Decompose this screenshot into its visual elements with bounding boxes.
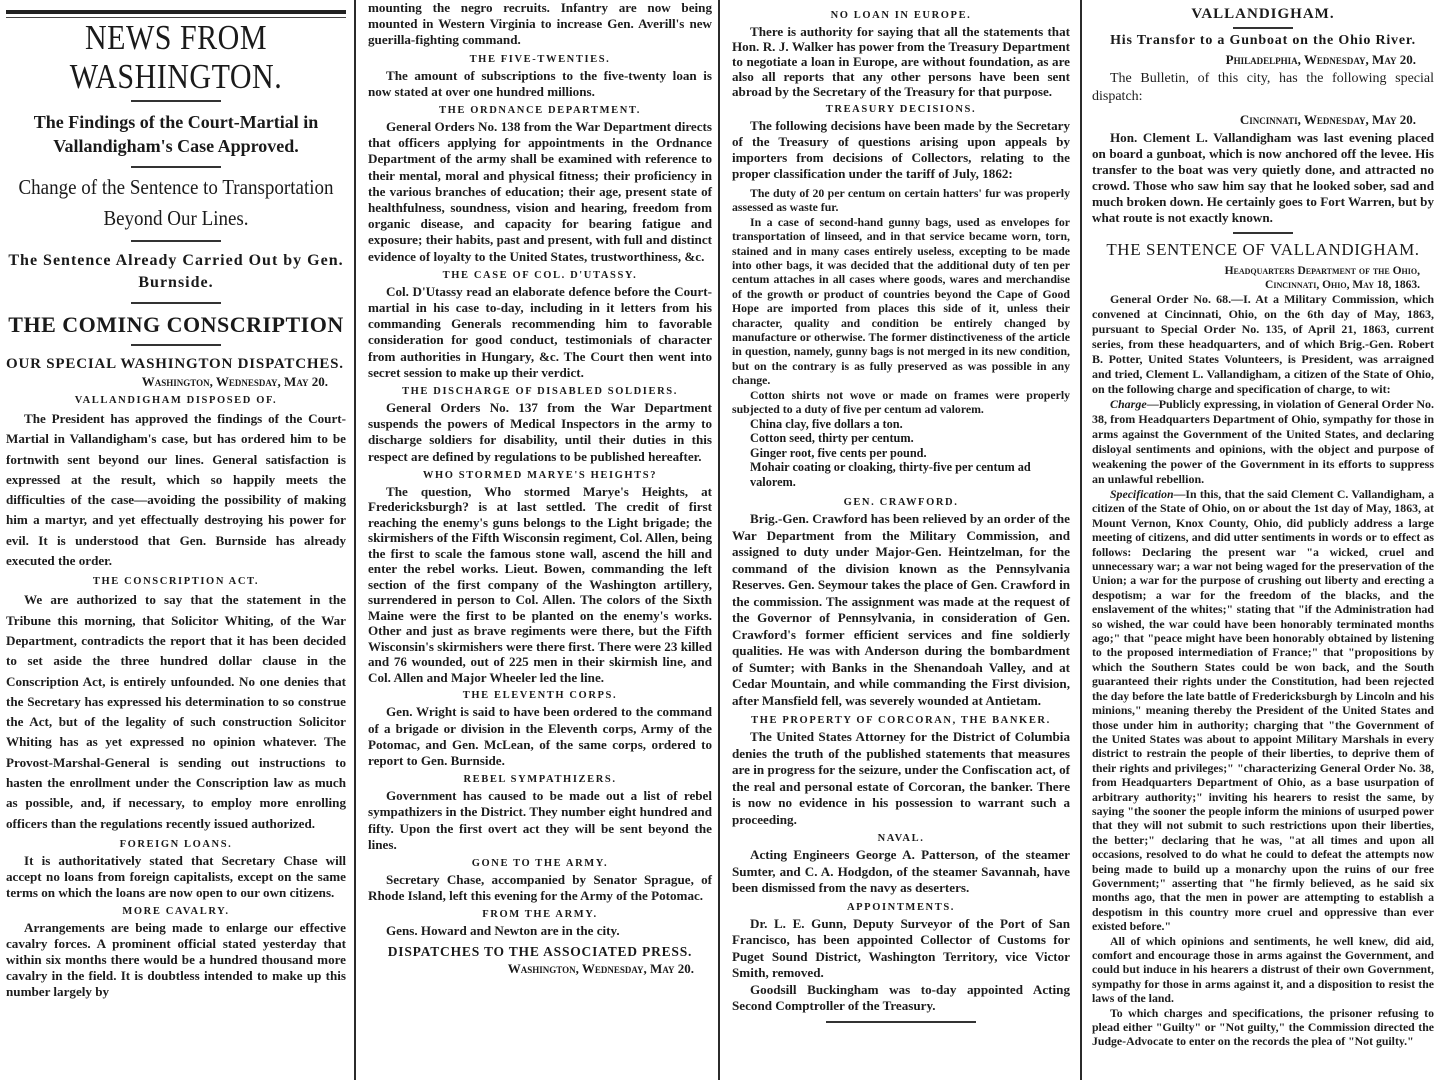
article-paragraph: The United States Attorney for the District of Columbia denies the truth of the published statements that measures are in progress for the seizure, under the Confiscation act, of the real and personal estate of Corcoran, the banker. There is now no evidence in his possession to warrant such a proceeding.	[732, 729, 1070, 827]
section-title: NO LOAN IN EUROPE.	[830, 10, 972, 21]
deck-1: The Findings of the Court-Martial in Vallandigham's Case Approved.	[33, 112, 319, 156]
article-paragraph: Government has caused to be made out a list of rebel sympathizers in the District. They number eight hundred and fifty. Upon the first overt act they will be sent beyond the lines.	[368, 788, 712, 852]
article-paragraph: Hon. Clement L. Vallandigham was last evening placed on board a gunboat, which is now anchored off the levee. His transfer to the boat was very quietly done, and attracted no crowd. Those who saw him say that he looked sober, sad and much broken down. He certainly goes to Fort Warren, but by what route is not exactly known.	[1092, 130, 1434, 225]
specification-paragraph	[1092, 487, 1434, 934]
headline-rule	[131, 100, 221, 102]
column-divider	[354, 0, 356, 1080]
article-paragraph: Gens. Howard and Newton are in the city.	[386, 923, 620, 939]
treasury-decision: Cotton shirts not wove or made on frames were properly subjected to a duty of five per centum ad valorem.	[732, 387, 1070, 417]
section-title: TREASURY DECISIONS.	[825, 104, 977, 115]
top-rule	[6, 10, 346, 14]
article-paragraph: The amount of subscriptions to the five-twenty loan is now stated at over one hundred millions.	[368, 67, 712, 99]
tariff-item: Mohair coating or cloaking, thirty-five per centum ad valorem.	[750, 460, 1031, 489]
hq-line: Cincinnati, Ohio, May 18, 1863.	[1265, 279, 1420, 291]
deck-2: Change of the Sentence to Transportation Beyond Our Lines.	[18, 176, 334, 231]
article-paragraph: Goodsill Buckingham was to-day appointed Acting Second Comptroller of the Treasury.	[732, 981, 1070, 1013]
section-title: THE DISCHARGE OF DISABLED SOLDIERS.	[402, 386, 678, 398]
article-paragraph: Acting Engineers George A. Patterson, of the steamer Sumter, and C. A. Hodgdon, of the steamer Savannah, have been dismissed from the navy as deserters.	[732, 847, 1070, 895]
specification-text: —In this, that the said Clement C. Vallandigham, a citizen of the State of Ohio, on or about the 1st day of May, 1863, at Mount Vernon, Knox County, Ohio, did publicly address a large meeting of citizens, and did utter sentiments in words or to effect as follows: Declaring the present war "a wicked, cruel and unnecessary war; a war not being waged for the preservation of the Union; a war for the purpose of crushing out liberty and erecting a despotism; a war for the freedom of the blacks, and the enslavement of the whites;" stating that "if the Administration had so wished, the war could have been honorably terminated months ago;" that "peace might have been honorably obtained by listening to the proposed intermediation of France;" that "propositions by which the Southern States could be won back, and the South guaranteed their rights under the Constitution, had been rejected the day before the late battle of Fredericksburgh by Lincoln and his minions," meaning thereby the President of the United States and those under him in authority; charging that "the Government of the United States was about to appoint Military Marshals in every district to restrain the people of their liberties, to deprive them of their rights and privileges;" "characterizing General Order No. 38, from Headquarters Department of Ohio, as a base usurpation of arbitrary authority;" inviting his hearers to resist the same, by saying "the sooner the people inform the minions of usurped power that they will not submit to such restrictions upon their liberties, the better;" declaring that he was, "at all times and upon all occasions, resolved to do what he could to defeat the attempts now being made to build up a monarchy upon the ruins of our free Government;" asserting that "he firmly believed, as he said six months ago, that the men in power are attempting to establish a despotism in this country more cruel and oppressive than ever existed before."	[1092, 487, 1434, 934]
treasury-decision: The duty of 20 per centum on certain hatters' fur was properly assessed as waste fur.	[732, 186, 1070, 215]
article-paragraph: The following decisions have been made by the Secretary of the Treasury of questions arising upon appeals by importers from decisions of Collectors, relating to the proper classification under the tariff of July, 1862:	[732, 118, 1070, 181]
column-3	[722, 0, 1078, 1080]
section-title: THE ORDNANCE DEPARTMENT.	[439, 105, 641, 117]
tariff-item: Ginger root, five cents per pound.	[750, 445, 927, 460]
deck-rule	[131, 344, 221, 346]
article-paragraph: Col. D'Utassy read an elaborate defence before the Court-martial in his case to-day, including in it letters from his commanding Generals recommending him to favorable consideration for good conduct, testimonials of character from authorities in Hungary, &c. The Court then went into secret session to make up their verdict.	[368, 283, 712, 380]
end-rule	[826, 1021, 976, 1023]
deck-rule	[131, 240, 221, 242]
article-paragraph: Dr. L. E. Gunn, Deputy Surveyor of the Port of San Francisco, has been appointed Collector of Customs for Puget Sound District, Washington Territory, vice Victor Smith, removed.	[732, 915, 1070, 980]
dispatch-heading: OUR SPECIAL WASHINGTON DISPATCHES.	[6, 356, 344, 372]
article-paragraph: General Orders No. 138 from the War Department directs that officers applying for appointments in the Ordnance Department of the army shall be examined with reference to their mental, moral and physical fitness; their proficiency in the various branches of education; their age, present state of healthfulness, soundness, vision and hearing, freedom from organic disease, and capacity for bearing fatigue and exposure; their habits, past and present, with full and distinct evidence of loyalty to the United States, trustworthiness, &c.	[368, 119, 712, 264]
main-headline: NEWS FROM WASHINGTON.	[69, 18, 283, 96]
tariff-item: Cotton seed, thirty per centum.	[750, 431, 914, 445]
column-divider	[1080, 0, 1082, 1080]
section-title: THE PROPERTY OF CORCORAN, THE BANKER.	[751, 715, 1051, 726]
deck-rule	[131, 302, 221, 304]
article-subtitle: His Transfor to a Gunboat on the Ohio River.	[1110, 33, 1416, 48]
section-title: THE ELEVENTH CORPS.	[462, 690, 618, 702]
dateline: Cincinnati, Wednesday, May 20.	[1239, 112, 1416, 127]
article-paragraph: Brig.-Gen. Crawford has been relieved by an order of the War Department from the Military Commission, and assigned to duty under Major-Gen. Heintzelman, for the command of the division known as the Pennsylvania Reserves. Gen. Seymour takes the place of Gen. Crawford in the commission. The assignment was made at the request of the Governor of Pennsylvania, in consideration of Gen. Crawford's former efficient services and fine soldierly qualities. He was with Anderson during the bombardment of Sumter; with Banks in the Shenandoah Valley, and at Cedar Mountain, and while commanding the First division, after Mansfield fell, was severely wounded at Antietam.	[732, 511, 1070, 708]
dateline: Washington, Wednesday, May 20.	[507, 960, 694, 976]
top-rule-thin	[6, 17, 346, 18]
section-title: VALLANDIGHAM DISPOSED OF.	[74, 395, 278, 406]
article-paragraph: It is authoritatively stated that Secretary Chase will accept no loans from foreign capitalists, except on the same terms on which the loans are now open to our own citizens.	[6, 852, 346, 900]
charge-paragraph	[1092, 397, 1434, 487]
section-title: THE CONSCRIPTION ACT.	[92, 576, 260, 588]
title-rule	[1233, 27, 1293, 29]
dateline: Philadelphia, Wednesday, May 20.	[1225, 52, 1416, 67]
article-paragraph: The President has approved the findings of the Court-Martial in Vallandigham's case, but has ordered him to be fortnwith sent beyond our lines. General satisfaction is expressed at the result, which so happily meets the difficulties of the case—avoiding the possibility of making him a martyr, and yet effectually destroying his power for evil. It is understood that Gen. Burnside has already executed the order.	[6, 411, 346, 569]
section-title: APPOINTMENTS.	[846, 901, 955, 913]
article-paragraph: To which charges and specifications, the prisoner refusing to plead either "Guilty" or "Not guilty," the Commission directed the Judge-Advocate to enter on the records the plea of "Not guilty."	[1092, 1005, 1434, 1049]
dispatch-heading: DISPATCHES TO THE ASSOCIATED PRESS.	[387, 943, 693, 959]
specification-label: Specification	[1110, 487, 1174, 501]
column-divider	[718, 0, 720, 1080]
section-title: WHO STORMED MARYE'S HEIGHTS?	[422, 469, 658, 481]
article-paragraph: The Bulletin, of this city, has the following special dispatch:	[1092, 71, 1434, 104]
deck-rule	[131, 166, 221, 168]
section-title: REBEL SYMPATHIZERS.	[463, 774, 617, 786]
column-2	[358, 0, 718, 1080]
article-paragraph: Secretary Chase, accompanied by Senator Sprague, of Rhode Island, left this evening for the Army of the Potomac.	[368, 872, 712, 904]
section-title: GONE TO THE ARMY.	[471, 858, 609, 869]
article-paragraph: mounting the negro recruits. Infantry are now being mounted in Western Virginia to increase Gen. Averill's new guerilla-fighting command.	[368, 0, 712, 48]
deck-4: THE COMING CONSCRIPTION	[8, 312, 344, 337]
section-title: THE FIVE-TWENTIES.	[469, 53, 611, 65]
article-paragraph: We are authorized to say that the statement in the Tribune this morning, that Solicitor Whiting, of the War Department, contradicts the report that it has been decided to set aside the three hundred dollar clause in the Conscription Act, is entirely unfounded. No one denies that the Secretary has expressed his determination to so construe the Act, but of the legality of such construction Solicitor Whiting has as yet expressed no opinion whatever. The Provost-Marshal-General is sending out instructions to hasten the enrollment under the Conscription law as much as possible, and, if necessary, to employ more enrolling officers than the regulations recently issued authorized.	[6, 592, 346, 831]
charge-label: Charge	[1110, 397, 1147, 411]
section-title: NAVAL.	[877, 833, 925, 844]
article-paragraph: There is authority for saying that all the statements that Hon. R. J. Walker has power from the Treasury Department to negotiate a loan in Europe, are without foundation, as are also all reports that any other persons have been sent abroad by the Secretary of the Treasury for that purpose.	[732, 24, 1070, 99]
section-heading: THE SENTENCE OF VALLANDIGHAM.	[1106, 240, 1420, 259]
section-title: GEN. CRAWFORD.	[843, 497, 959, 508]
treasury-decision: In a case of second-hand gunny bags, used as envelopes for transportation of linseed, and in that service became worn, torn, stained and in many cases entirely useless, excepting to be made into other bags, it was decided that the additional duty of ten per centum attaches in all cases where goods, wares and merchandise of the growth or product of countries beyond the Cape of Good Hope are imported from places this side of it, unless their character, quality and condition be entirely changed by manufacture or otherwise. The former distinctiveness of the article in question, namely, gunny bags is not merged in its new condition, but on the contrary is as fully preserved as was possible in any change.	[732, 214, 1070, 388]
article-title: VALLANDIGHAM.	[1191, 6, 1335, 22]
section-title: FOREIGN LOANS.	[119, 838, 233, 850]
section-title: FROM THE ARMY.	[482, 909, 598, 921]
section-title: THE CASE OF COL. D'UTASSY.	[442, 269, 638, 281]
article-paragraph: General Orders No. 137 from the War Department suspends the powers of Medical Inspectors in the army to discharge soldiers for disability, until their duties in this respect are defined by regulations to be published hereafter.	[368, 400, 712, 464]
article-paragraph: The question, Who stormed Marye's Heights, at Fredericksburgh? is at last settled. The credit of first reaching the enemy's guns belongs to the Light brigade; the skirmishers of the Fifth Wisconsin regiment, Col. Allen, being the first to scale the famous stone wall, ascend the hill and enter the rebel works. Lieut. Bowen, commanding the left section of the first company of the Washington artillery, surrendered in person to Col. Allen. The colors of the Sixth Maine were the first to be planted on the enemy's works. Other and just as brave regiments were there, but the Fifth Wisconsin's skirmishers were there first. There were 23 killed and 76 wounded, out of 225 men in their skirmish line, and Col. Allen and Major Wheeler led the line.	[368, 483, 712, 685]
article-paragraph: General Order No. 68.—I. At a Military Commission, which convened at Cincinnati, Ohio, on the 6th day of May, 1863, pursuant to Special Order No. 135, of April 21, 1863, current series, from these headquarters, and of which Brig.-Gen. Robert B. Potter, United States Volunteers, is President, was arraigned and tried, Clement L. Vallandigham, a citizen of the State of Ohio, on the following charge and specification of charge, to wit:	[1092, 292, 1434, 396]
section-title: MORE CAVALRY.	[122, 905, 230, 917]
article-paragraph: All of which opinions and sentiments, he well knew, did aid, comfort and encourage those in arms against the Government, and could but induce in his hearers a distrust of their own Government, sympathy for those in arms against it, and a disposition to resist the laws of the land.	[1092, 933, 1434, 1006]
tariff-item: China clay, five dollars a ton.	[750, 416, 903, 431]
dateline: Washington, Wednesday, May 20.	[141, 374, 328, 389]
charge-text: —Publicly expressing, in violation of General Order No. 38, from Headquarters Department of Ohio, sympathy for those in arms against the Government of the United States, and declaring disloyal sentiments and opinions, with the object and purpose of weakening the power of the Government in its efforts to suppress an unlawful rebellion.	[1092, 397, 1434, 486]
section-rule	[1233, 232, 1293, 234]
column-1	[0, 0, 352, 1080]
column-4	[1084, 0, 1440, 1080]
article-paragraph: Gen. Wright is said to have been ordered to the command of a brigade or division in the Eleventh corps, Army of the Potomac, and Gen. McLean, of the same corps, ordered to report to Gen. Burnside.	[368, 704, 712, 768]
deck-3: The Sentence Already Carried Out by Gen. Burnside.	[8, 252, 344, 291]
article-paragraph: Arrangements are being made to enlarge our effective cavalry forces. A prominent official stated yesterday that within six months there would be a hundred thousand more cavalry in the field. It is doubtless intended to make up this number largely by	[6, 919, 346, 999]
hq-line: Headquarters Department of the Ohio,	[1224, 265, 1420, 277]
